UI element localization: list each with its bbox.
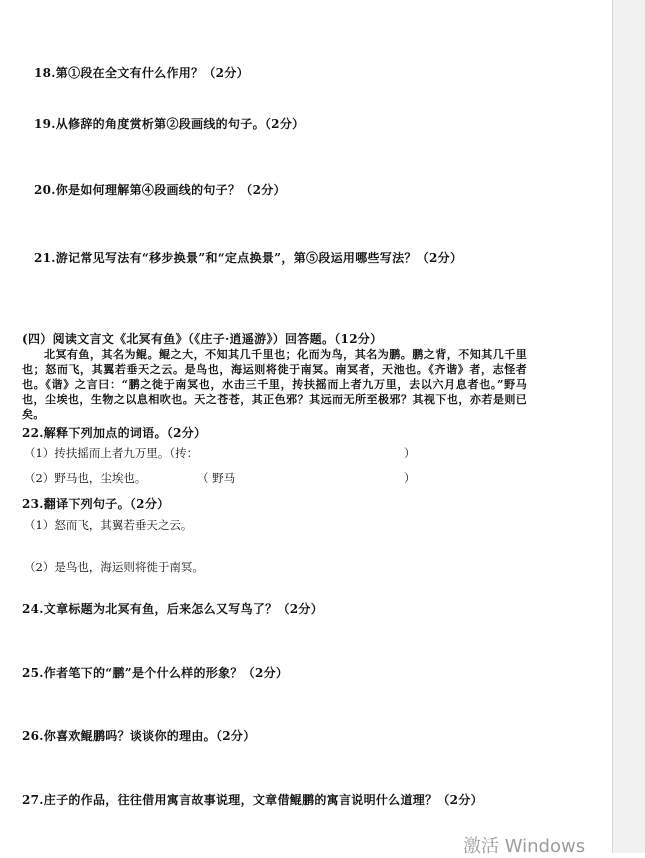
question-23-title: 23.翻译下列句子。（2分） [22,497,170,511]
question-27: 27.庄子的作品，往往借用寓言故事说理，文章借鲲鹏的寓言说明什么道理？（2分） [22,793,483,807]
activate-windows-watermark: 激活 Windows [463,836,586,857]
question-21: 21.游记常见写法有“移步换景”和“定点换景”，第⑤段运用哪些写法？（2分） [34,251,463,265]
question-22-item-2-close: ） [404,471,416,485]
question-24: 24.文章标题为北冥有鱼，后来怎么又写鸟了？（2分） [22,602,324,616]
question-26: 26.你喜欢鲲鹏吗？谈谈你的理由。（2分） [22,729,256,743]
window-gutter [612,0,645,853]
question-22-item-1-text: （1）抟扶摇而上者九万里。（抟： [24,446,199,460]
question-23-item-1: （1）怒而飞，其翼若垂天之云。 [24,518,193,532]
question-22-item-2-word: （ 野马 [197,471,236,485]
classical-passage: 北冥有鱼，其名为鲲。鲲之大，不知其几千里也；化而为鸟，其名为鹏。鹏之背，不知其几千里也；怒而飞，其翼若垂天之云。是鸟也，海运则将徙于南冥。南冥者，天池也。《齐谐》者，志怪者也。《谐》之言曰：“鹏之徙于南冥也，水击三千里，抟扶摇而上者九万里，去以六月息者也。”野马也，尘埃也，生物之以息相吹也。天之苍苍，其正色邪？其远而无所至极邪？其视下也，亦若是则已矣。 [22,348,527,421]
question-22-item-1-close: ） [404,446,416,460]
question-25: 25.作者笔下的“鹏”是个什么样的形象？（2分） [22,666,289,680]
question-22-item-2: （2）野马也，尘埃也。 [24,471,147,485]
question-18: 18.第①段在全文有什么作用？（2分） [34,66,249,80]
question-20: 20.你是如何理解第④段画线的句子？（2分） [34,183,286,197]
question-22-title: 22.解释下列加点的词语。（2分） [22,426,207,440]
question-22-item-1 [24,445,198,461]
section-4-heading: (四）阅读文言文《北冥有鱼》（《庄子·逍遥游》）回答题。（12分） [22,332,383,346]
question-23-item-2: （2）是鸟也，海运则将徙于南冥。 [24,560,204,574]
question-19: 19.从修辞的角度赏析第②段画线的句子。（2分） [34,117,305,131]
